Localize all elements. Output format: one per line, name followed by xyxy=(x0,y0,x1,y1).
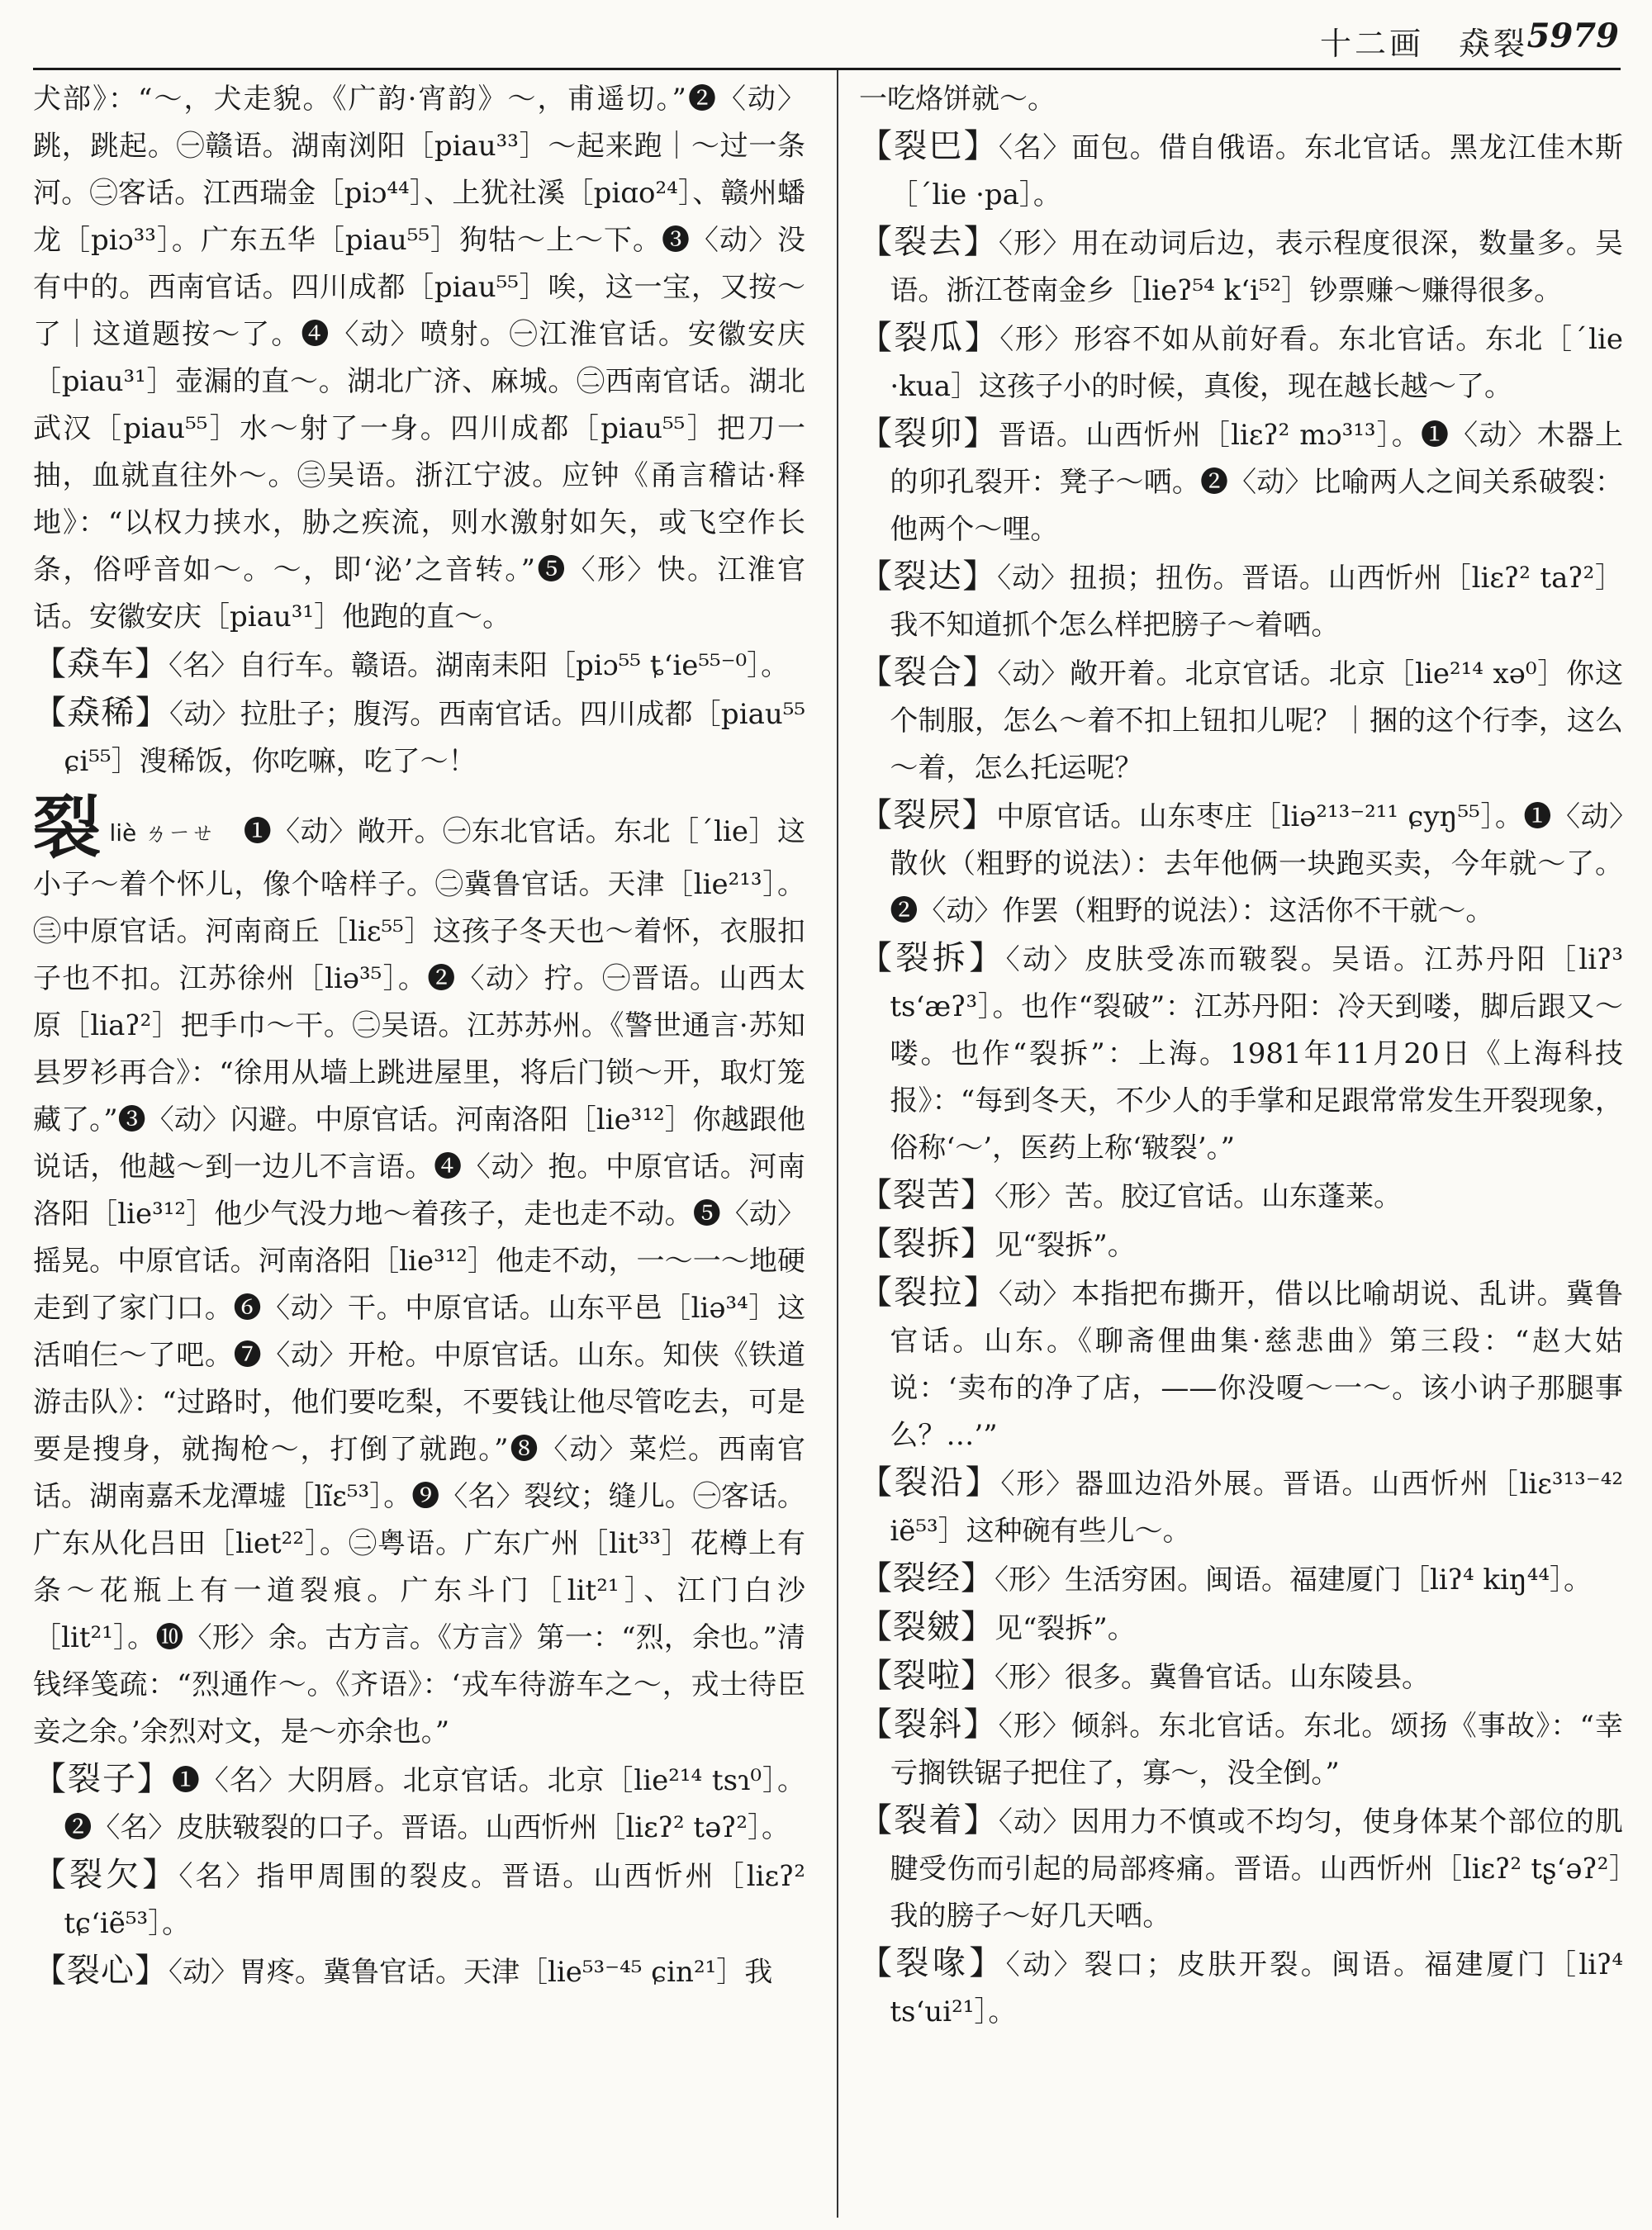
entry-headword: 【裂啦】 xyxy=(859,1657,995,1695)
entry-headword: 【裂喙】 xyxy=(859,1944,1006,1982)
entry-definition: 〈形〉苦。胶辽官话。山东蓬莱。 xyxy=(995,1180,1402,1213)
entry-headword: 【猋稀】 xyxy=(33,694,169,732)
entry-headword: 【裂卯】 xyxy=(859,415,999,453)
entry-definition: 〈动〉扭损；扭伤。晋语。山西忻州［liɛʔ² taʔ²］我不知道抓个怎么样把膀子～着哂。 xyxy=(890,562,1624,642)
entry-headword: 【裂去】 xyxy=(859,223,999,261)
entry-definition: 〈形〉用在动词后边，表示程度很深，数量多。吴语。浙江苍南金乡［lieʔ⁵⁴ kʻi⁵²］钞票赚～赚得很多。 xyxy=(890,227,1624,307)
entry-definition: 见“裂拆”。 xyxy=(995,1229,1136,1262)
entry-headword: 【猋车】 xyxy=(33,645,169,683)
head-character: 裂 xyxy=(33,788,102,867)
entry-headword: 【裂经】 xyxy=(859,1559,995,1597)
entry-headword: 【裂皴】 xyxy=(859,1608,995,1646)
entry-lie-yan xyxy=(859,1459,1623,1555)
entry-lie-qu xyxy=(859,219,1623,315)
entry-lie-ku xyxy=(859,1172,1623,1221)
entry-lie-bi xyxy=(859,792,1623,935)
entry-definition: 〈名〉面包。借自俄语。东北官话。黑龙江佳木斯［ˊlie ·pa］。 xyxy=(890,131,1624,211)
entry-definition: 〈动〉拉肚子；腹泻。西南官话。四川成都［piau⁵⁵ ɕi⁵⁵］溲稀饭，你吃嘛，吃了～！ xyxy=(64,698,805,778)
entry-headword: 【裂沿】 xyxy=(859,1464,1001,1502)
head-pronunciation: liè ㄌㄧㄝ xyxy=(109,819,216,847)
entry-definition: 〈形〉形容不如从前好看。东北官话。东北［ˊlie ·kua］这孩子小的时候，真俊，现在越长越～了。 xyxy=(890,323,1623,403)
column-divider xyxy=(837,70,838,2218)
entry-lie-da xyxy=(859,553,1623,649)
entry-definition: 〈名〉指甲周围的裂皮。晋语。山西忻州［liɛʔ² tɕʻiẽ⁵³］。 xyxy=(64,1860,805,1940)
entry-lie-chai-2 xyxy=(859,1221,1623,1269)
entry-definition: 〈形〉很多。冀鲁官话。山东陵县。 xyxy=(995,1661,1430,1694)
entry-lie-mao xyxy=(859,410,1623,553)
page-header xyxy=(0,0,1652,66)
header-rule xyxy=(33,68,1621,70)
entry-headword: 【裂苦】 xyxy=(859,1176,995,1214)
entry-lie-zhe xyxy=(859,1797,1623,1940)
entry-continuation: 犬部》：“～，犬走貌。《广韵·宵韵》～，甫遥切。”❷〈动〉跳，跳起。㊀赣语。湖南浏阳［piau³³］～起来跑｜～过一条河。㊁客话。江西瑞金［piɔ⁴⁴］、上犹社溪［piɑo²⁴］、赣州蟠龙［piɔ³³］。广东五华［piau⁵⁵］狗牯～上～下。❸〈动〉没有中的。西南官话。四川成都［piau⁵⁵］唉，这一宝，又按～了｜这道题按～了。❹〈动〉喷射。㊀江淮官话。安徽安庆［piau³¹］壶漏的直～。湖北广济、麻城。㊁西南官话。湖北武汉［piau⁵⁵］水～射了一身。四川成都［piau⁵⁵］把刀一抽，血就直往外～。㊂吴语。浙江宁波。应钟《甬言稽诂·释地》：“以权力挟水，胁之疾流，则水激射如矢，或飞空作长条，俗呼音如～。～，即‘泌’之音转。”❺〈形〉快。江淮官话。安徽安庆［piau³¹］他跑的直～。 xyxy=(33,83,805,633)
entry-lie-la xyxy=(859,1269,1623,1459)
entry-lie-character xyxy=(33,788,805,1756)
entry-lie-he xyxy=(859,649,1623,792)
entry-headword: 【裂欠】 xyxy=(33,1856,179,1894)
entry-lie-xie xyxy=(859,1701,1623,1797)
entry-definition: ❶〈名〉大阴唇。北京官话。北京［lie²¹⁴ tsɿ⁰］。❷〈名〉皮肤皲裂的口子。晋语。山西忻州［liɛʔ² təʔ²］。 xyxy=(64,1764,806,1844)
entry-biao-che xyxy=(33,641,805,690)
entry-definition: 〈形〉器皿边沿外展。晋语。山西忻州［liɛ³¹³⁻⁴² iẽ⁵³］这种碗有些儿～。 xyxy=(890,1468,1623,1548)
entry-headword: 【裂子】 xyxy=(33,1760,172,1798)
entry-headword: 【裂瓜】 xyxy=(859,319,1000,357)
entry-headword: 【裂心】 xyxy=(33,1952,169,1990)
entry-definition: 中原官话。山东枣庄［liə²¹³⁻²¹¹ ɕyŋ⁵⁵］。❶〈动〉散伙（粗野的说法）：去年他俩一块跑买卖，今年就～了。❷〈动〉作罢（粗野的说法）：这活你不干就～。 xyxy=(890,800,1624,928)
entry-lie-chai xyxy=(859,935,1623,1172)
entry-lie-jing xyxy=(859,1555,1623,1604)
entry-headword: 【裂拆】 xyxy=(859,1225,995,1263)
entry-headword: 【裂着】 xyxy=(859,1801,999,1839)
entry-definition: ❶〈动〉敞开。㊀东北官话。东北［ˊlie］这小子～着个怀儿，像个啥样子。㊁冀鲁官话。天津［lie²¹³］。㊂中原官话。河南商丘［liɛ⁵⁵］这孩子冬天也～着怀，衣服扣子也不扣。江苏徐州［liə³⁵］。❷〈动〉拧。㊀晋语。山西太原［liaʔ²］把手巾～干。㊁吴语。江苏苏州。《警世通言·苏知县罗衫再合》：“徐用从墙上跳进屋里，将后门锁～开，取灯笼藏了。”❸〈动〉闪避。中原官话。河南洛阳［lie³¹²］你越跟他说话，他越～到一边儿不言语。❹〈动〉抱。中原官话。河南洛阳［lie³¹²］他少气没力地～着孩子，走也走不动。❺〈动〉摇晃。中原官话。河南洛阳［lie³¹²］他走不动，一～一～地硬走到了家门口。❻〈动〉干。中原官话。山东平邑［liə³⁴］这活咱仨～了吧。❼〈动〉开枪。中原官话。山东。知侠《铁道游击队》：“过路时，他们要吃梨，不要钱让他尽管吃去，可是要是搜身，就掏枪～，打倒了就跑。”❽〈动〉菜烂。西南官话。湖南嘉禾龙潭墟［lĩɛ⁵³］。❾〈名〉裂纹；缝儿。㊀客话。广东从化吕田［liet²²］。㊁粤语。广东广州［lit³³］花樽上有条～花瓶上有一道裂痕。广东斗门［lit²¹］、江门白沙［lit²¹］。❿〈形〉余。古方言。《方言》第一：“烈，余也。”清钱绎笺疏：“烈通作～。《齐语》：‘戎车待游车之～，戎士待臣妾之余。’余烈对文，是～亦余也。” xyxy=(33,815,805,1748)
entry-headword: 【裂达】 xyxy=(859,558,998,595)
entry-definition: 见“裂拆”。 xyxy=(995,1612,1136,1645)
entry-headword: 【裂拆】 xyxy=(859,939,1006,977)
right-column xyxy=(859,76,1623,2036)
entry-headword: 【裂合】 xyxy=(859,653,998,691)
entry-definition: 〈动〉皮肤受冻而皲裂。吴语。江苏丹阳［liʔ³ tsʻæʔ³］。也作“裂破”：江苏丹阳：冷天到喽，脚后跟又～喽。也作“裂拆”：上海。1981年11月20日《上海科技报》：“每到冬天，不少人的手掌和足跟常常发生开裂现象，俗称‘～’，医药上称‘皲裂’。” xyxy=(890,943,1624,1165)
entry-lie-zi xyxy=(33,1756,805,1852)
left-column xyxy=(33,76,805,1996)
entry-definition: 〈动〉裂口；皮肤开裂。闽语。福建厦门［liʔ⁴ tsʻui²¹］。 xyxy=(890,1948,1624,2028)
entry-lie-ba xyxy=(859,123,1623,219)
entry-definition: 〈动〉胃疼。冀鲁官话。天津［lie⁵³⁻⁴⁵ ɕin²¹］我 xyxy=(169,1956,773,1989)
entry-biao-xi xyxy=(33,690,805,785)
page-number: 5979 xyxy=(1526,17,1619,55)
entry-definition: 〈形〉倾斜。东北官话。东北。颂扬《事故》：“幸亏搁铁锯子把住了，寡～，没全倒。” xyxy=(890,1710,1623,1790)
entry-definition: 〈动〉本指把布撕开，借以比喻胡说、乱讲。冀鲁官话。山东。《聊斋俚曲集·慈悲曲》第三段：“赵大姑说：‘卖布的净了店，——你没嗄～一～。该小讷子那腿事么？…’” xyxy=(890,1278,1624,1452)
entry-continuation: 一吃烙饼就～。 xyxy=(859,83,1056,116)
entry-definition: 〈形〉生活穷困。闽语。福建厦门［liʔ⁴ kiŋ⁴⁴］。 xyxy=(995,1563,1593,1597)
entry-definition: 〈动〉因用力不慎或不均匀，使身体某个部位的肌腱受伤而引起的局部疼痛。晋语。山西忻州［liɛʔ² tʂʻəʔ²］我的膀子～好几天哂。 xyxy=(890,1805,1624,1933)
entry-lie-xin xyxy=(33,1948,805,1996)
entry-definition: 晋语。山西忻州［liɛʔ² mɔ³¹³］。❶〈动〉木器上的卯孔裂开：凳子～哂。❷〈动〉比喻两人之间关系破裂：他两个～哩。 xyxy=(890,419,1624,546)
entry-lie-hui xyxy=(859,1940,1623,2036)
entry-headword: 【裂斜】 xyxy=(859,1706,999,1744)
entry-definition: 〈动〉敞开着。北京官话。北京［lie²¹⁴ xə⁰］你这个制服，怎么～着不扣上钮扣儿呢？｜捆的这个行李，这么～着，怎么托运呢？ xyxy=(890,657,1624,785)
entry-headword: 【裂巴】 xyxy=(859,127,999,165)
entry-headword: 【裂拉】 xyxy=(859,1274,999,1312)
entry-lie-gua xyxy=(859,315,1623,410)
section-title: 十二画 猋裂 xyxy=(1319,26,1528,62)
entry-definition: 〈名〉自行车。赣语。湖南耒阳［piɔ⁵⁵ ȶʻie⁵⁵⁻⁰］。 xyxy=(169,649,790,682)
entry-lie-la-2 xyxy=(859,1653,1623,1701)
entry-lie-cun xyxy=(859,1604,1623,1653)
entry-lie-qian xyxy=(33,1852,805,1948)
entry-headword: 【裂屄】 xyxy=(859,796,997,834)
